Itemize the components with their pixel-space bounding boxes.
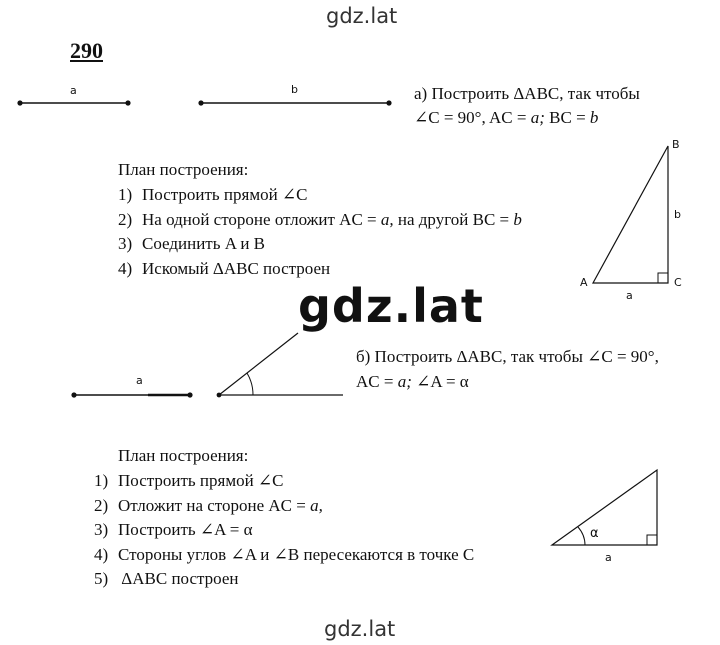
var-a: a, bbox=[380, 209, 394, 229]
problem-number: 290 bbox=[70, 38, 103, 63]
step-number: 3) bbox=[94, 520, 109, 539]
segment-b-label: b bbox=[291, 83, 298, 96]
segment-a-label-b: a bbox=[136, 374, 143, 387]
step-text: Построить ∠A = α bbox=[118, 520, 253, 539]
step-number: 4) bbox=[94, 544, 109, 564]
step-number: 4) bbox=[118, 258, 133, 278]
var-a: a; bbox=[397, 372, 412, 391]
side-b-label: b bbox=[674, 208, 681, 221]
var-b: b bbox=[513, 209, 522, 229]
step-text: Построить прямой ∠C bbox=[142, 185, 308, 204]
statement-text: ∠A = α bbox=[411, 372, 469, 391]
segment-a-label: a bbox=[70, 84, 77, 97]
watermark-bottom: gdz.lat bbox=[324, 617, 396, 641]
step-text: Стороны углов ∠A и ∠B пересекаются в точке C bbox=[118, 544, 475, 564]
vertex-c-label: C bbox=[674, 276, 682, 289]
statement-text: AC = bbox=[356, 372, 398, 391]
step-text: Искомый ΔABC построен bbox=[142, 258, 331, 278]
var-a: a; bbox=[530, 108, 545, 127]
side-a-label-b: a bbox=[605, 551, 612, 564]
side-a-label: a bbox=[626, 289, 633, 302]
step-number: 5) bbox=[94, 569, 109, 588]
step-text: Соединить A и B bbox=[142, 234, 266, 253]
vertex-b-label: B bbox=[672, 138, 680, 151]
angle-alpha-label: α bbox=[590, 526, 599, 541]
part-a-statement-line1: а) Построить ΔABC, так чтобы bbox=[414, 84, 640, 103]
statement-text: ∠C = 90°, AC = bbox=[414, 108, 531, 127]
vertex-a-label: A bbox=[580, 276, 588, 289]
step-text: Построить прямой ∠C bbox=[118, 471, 284, 490]
step-text: ΔABC построен bbox=[118, 569, 239, 588]
statement-text: BC = bbox=[544, 108, 590, 127]
step-text: Отложит на стороне AC = bbox=[118, 495, 311, 515]
part-b-plan-title: План построения: bbox=[118, 446, 249, 465]
var-b: b bbox=[589, 108, 599, 127]
step-number: 2) bbox=[118, 209, 133, 229]
step-number: 3) bbox=[118, 234, 133, 253]
part-a-plan-title: План построения: bbox=[118, 160, 249, 179]
part-b-statement-line1: б) Построить ΔABC, так чтобы ∠C = 90°, bbox=[356, 347, 659, 366]
step-number: 1) bbox=[118, 185, 133, 204]
step-text: На одной стороне отложит AC = bbox=[142, 209, 381, 229]
step-text: на другой BC = bbox=[393, 209, 514, 229]
watermark-top: gdz.lat bbox=[326, 4, 398, 28]
step-number: 1) bbox=[94, 471, 109, 490]
var-a: a, bbox=[310, 495, 323, 515]
step-number: 2) bbox=[94, 495, 109, 515]
watermark-middle: gdz.lat bbox=[298, 279, 484, 333]
